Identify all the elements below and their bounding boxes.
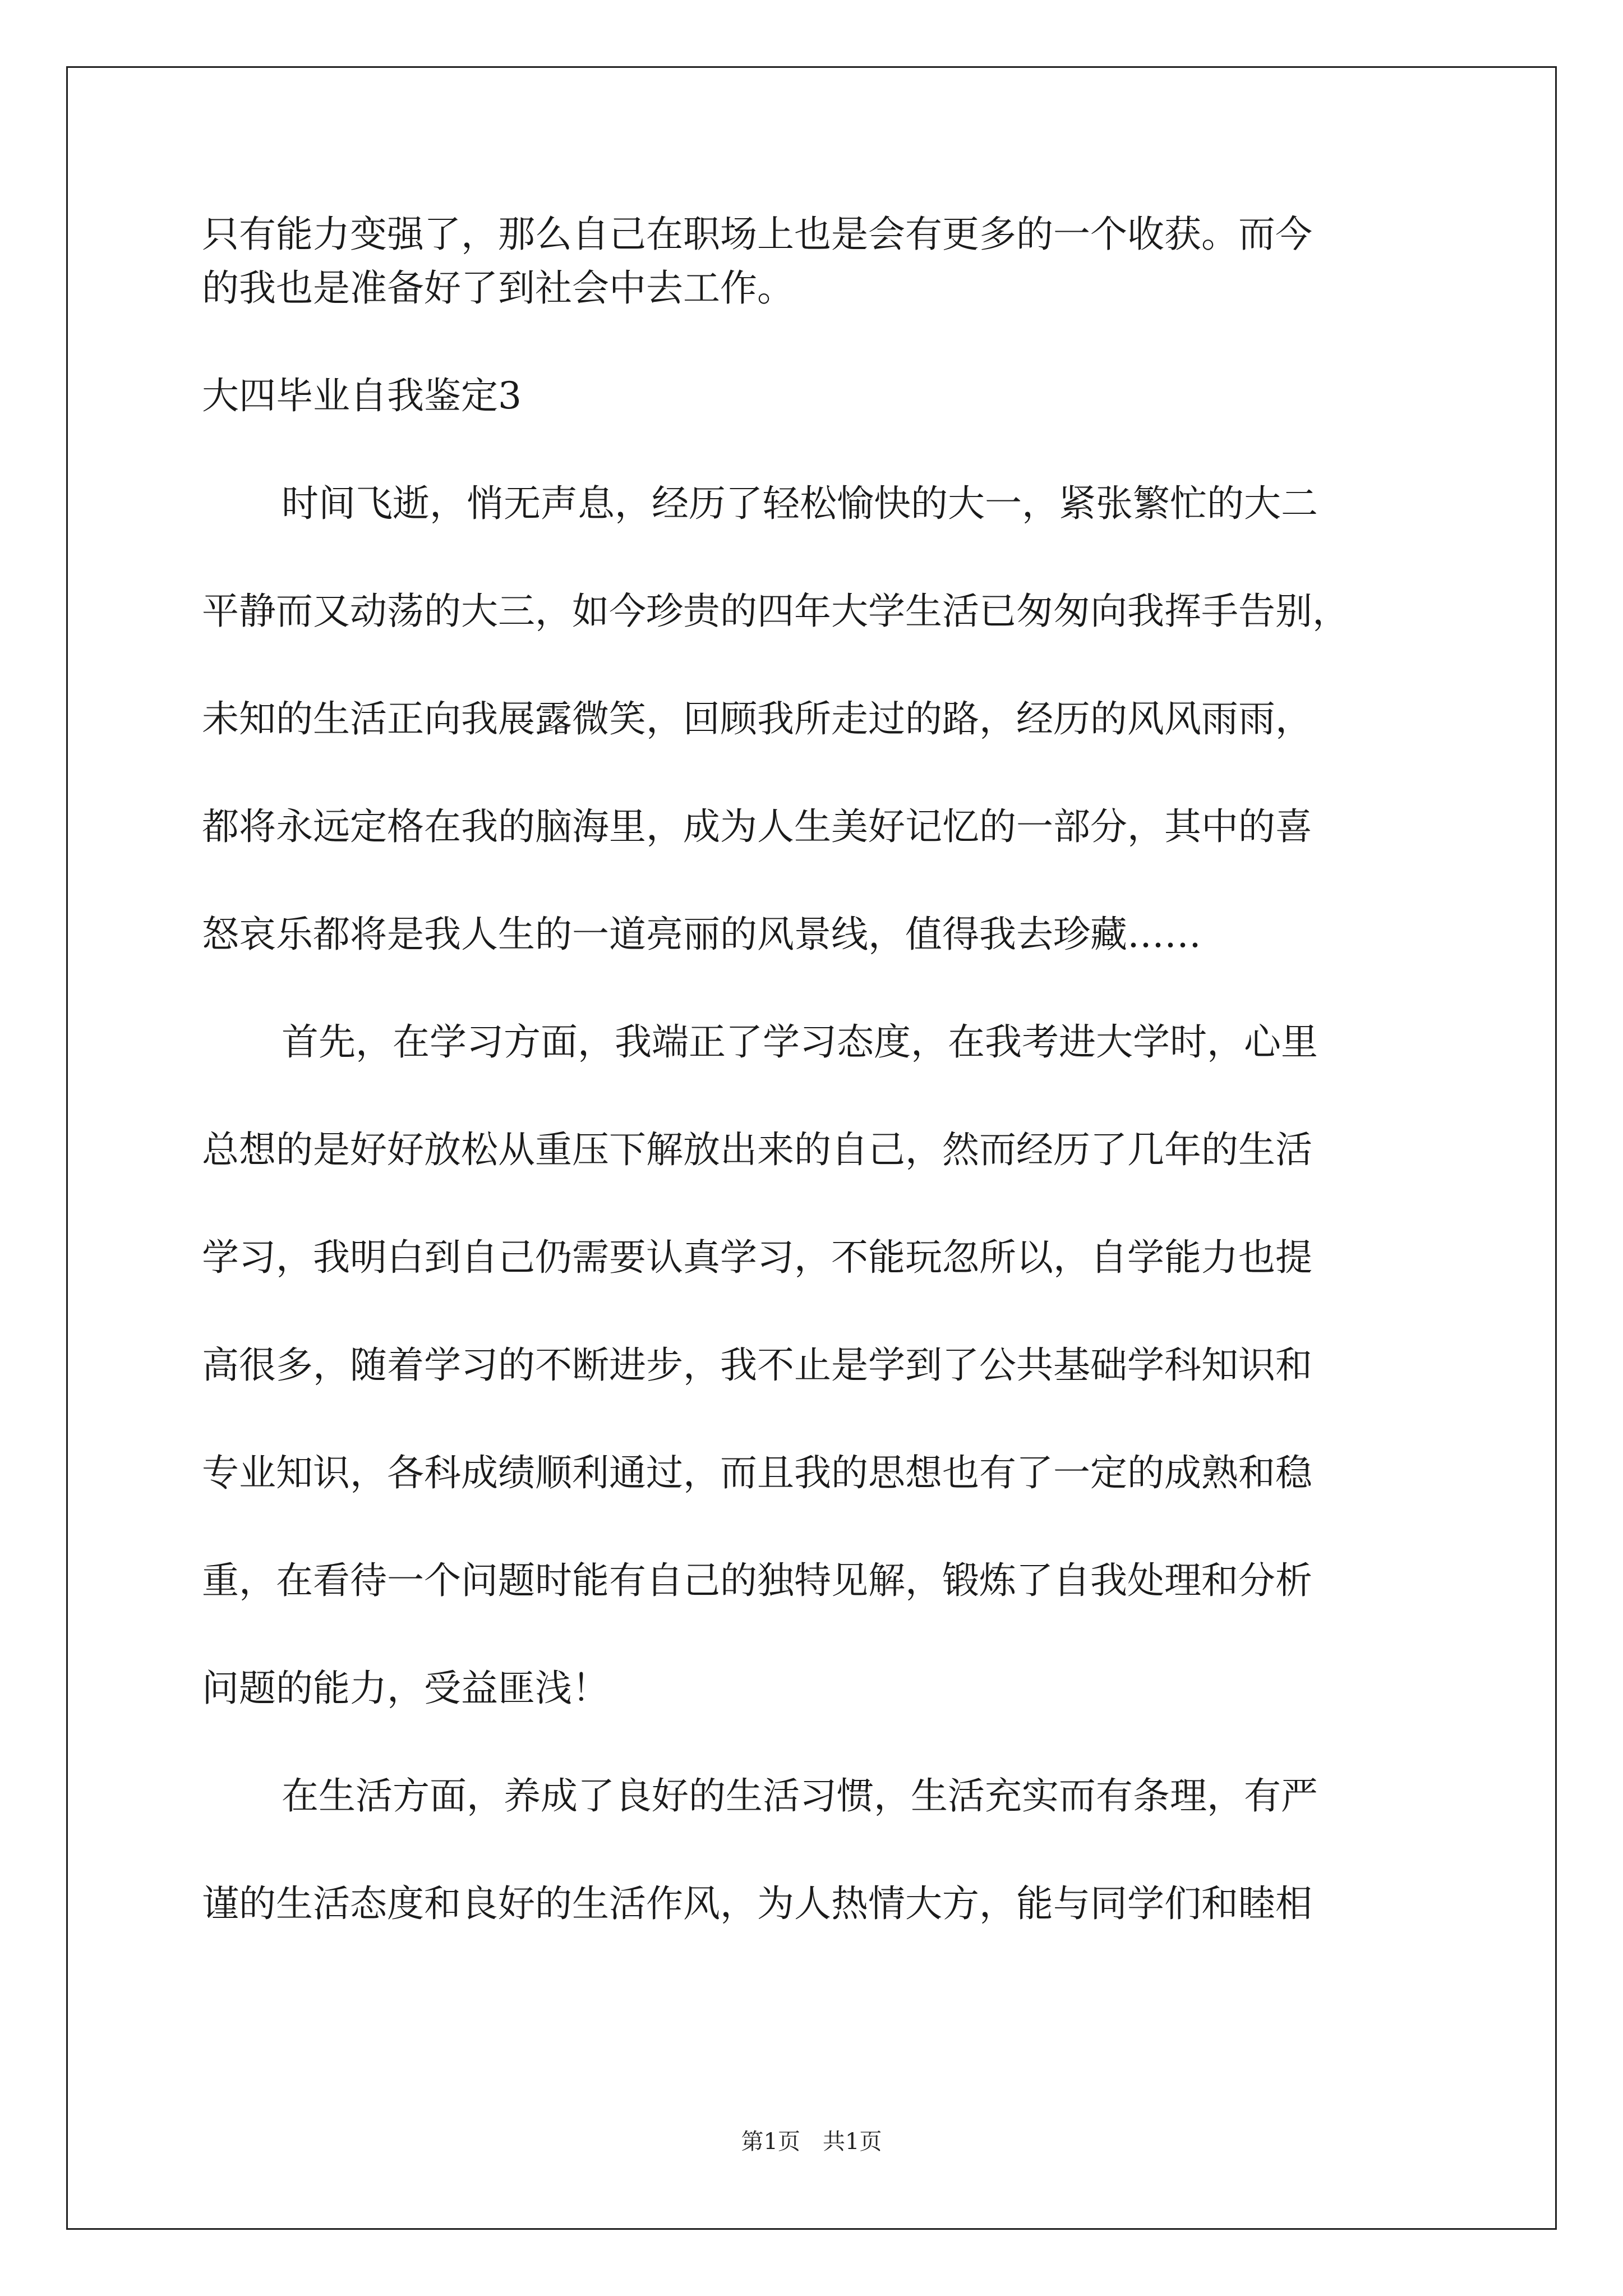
text-line: 谨的生活态度和良好的生活作风，为人热情大方，能与同学们和睦相	[202, 1882, 1312, 1925]
text-line: 专业知识，各科成绩顺利通过，而且我的思想也有了一定的成熟和稳	[202, 1451, 1312, 1494]
paragraph-intro	[202, 208, 1441, 315]
text-line: 怒哀乐都将是我人生的一道亮丽的风景线，值得我去珍藏……	[202, 913, 1201, 956]
paragraph-opening	[202, 477, 1441, 961]
paragraph-life	[202, 1769, 1441, 1931]
page-footer: 第1页 共1页	[741, 2129, 882, 2155]
text-line: 未知的生活正向我展露微笑，回顾我所走过的路，经历的风风雨雨，	[202, 697, 1312, 740]
text-line: 只有能力变强了，那么自己在职场上也是会有更多的一个收获。而今	[202, 213, 1312, 256]
text-line: 问题的能力，受益匪浅！	[202, 1667, 609, 1710]
document-body	[202, 208, 1441, 1931]
text-line: 时间飞逝，悄无声息，经历了轻松愉快的大一，紧张繁忙的大二	[282, 482, 1318, 525]
text-line: 总想的是好好放松从重压下解放出来的自己，然而经历了几年的生活	[202, 1128, 1312, 1171]
heading-text: 大四毕业自我鉴定3	[202, 374, 522, 417]
paragraph-study	[202, 1015, 1441, 1715]
text-line: 高很多，随着学习的不断进步，我不止是学到了公共基础学科知识和	[202, 1343, 1312, 1387]
text-line: 的我也是准备好了到社会中去工作。	[202, 266, 794, 310]
text-line: 学习，我明白到自己仍需要认真学习，不能玩忽所以，自学能力也提	[202, 1236, 1312, 1279]
text-line: 重，在看待一个问题时能有自己的独特见解，锻炼了自我处理和分析	[202, 1559, 1312, 1602]
text-line: 首先，在学习方面，我端正了学习态度，在我考进大学时，心里	[282, 1020, 1318, 1064]
text-line: 在生活方面，养成了良好的生活习惯，生活充实而有条理，有严	[282, 1774, 1318, 1818]
text-line: 平静而又动荡的大三，如今珍贵的四年大学生活已匆匆向我挥手告别，	[202, 590, 1349, 633]
text-line: 都将永远定格在我的脑海里，成为人生美好记忆的一部分，其中的喜	[202, 805, 1312, 848]
section-heading	[202, 369, 1441, 423]
